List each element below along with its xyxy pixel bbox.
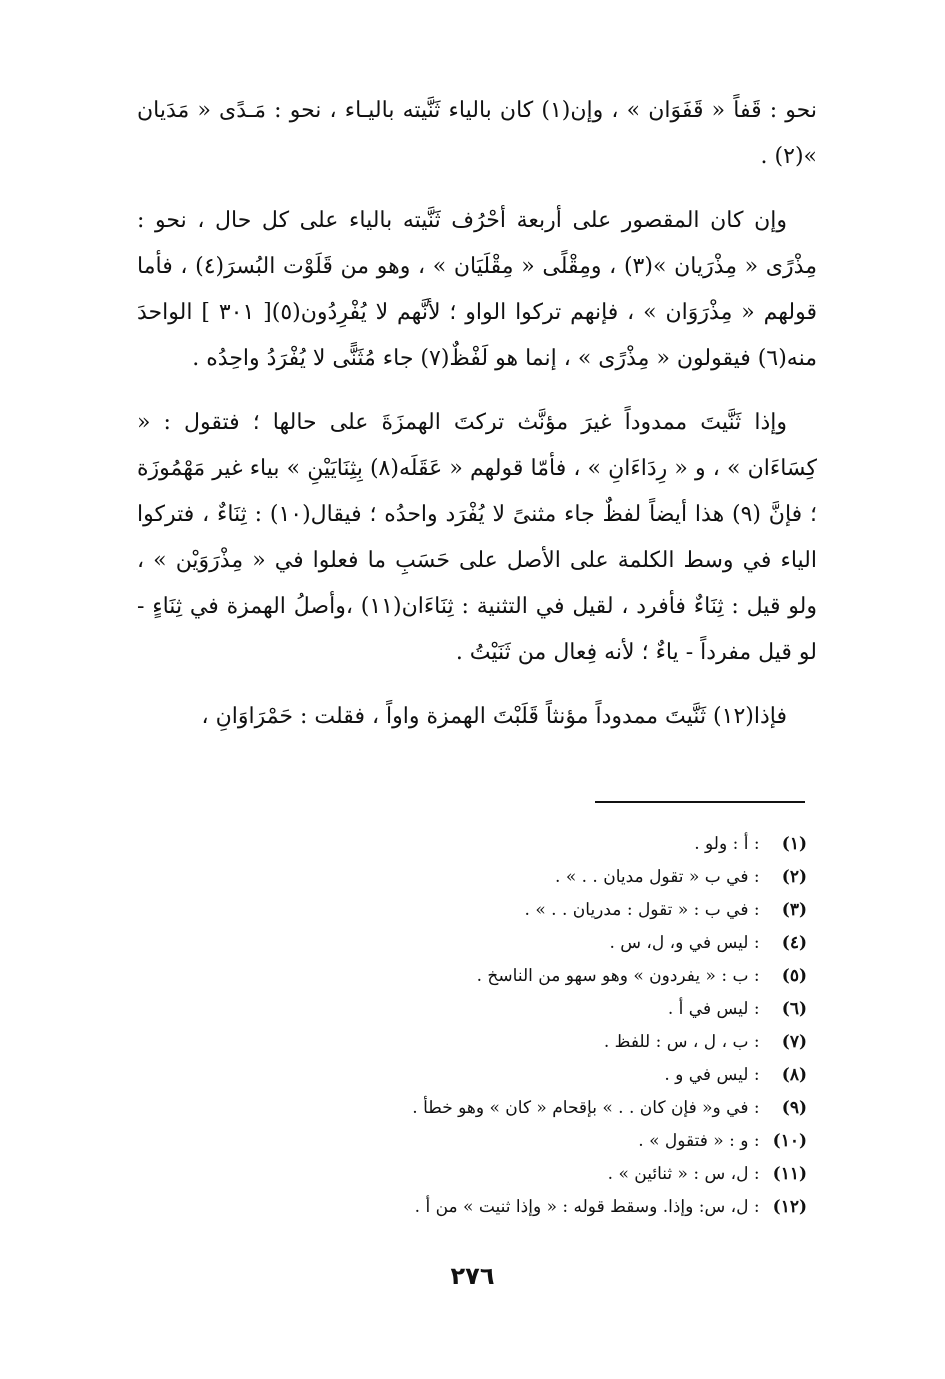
footnote-text: : أ : ولو . bbox=[694, 834, 760, 854]
footnote-number: (٧) bbox=[781, 1032, 807, 1052]
footnote-text: : ب : « يفردون » وهو سهو من الناسخ . bbox=[476, 966, 760, 986]
footnote-9 bbox=[147, 1092, 807, 1125]
footnote-number: (٢) bbox=[781, 867, 807, 887]
footnote-4 bbox=[147, 927, 807, 960]
footnote-separator bbox=[595, 801, 805, 803]
footnote-text: : ب ، ل ، س : للفظ . bbox=[603, 1032, 760, 1052]
footnote-text: : ليس في و . bbox=[664, 1065, 760, 1085]
footnote-text: : ل، س : « ثنائين » . bbox=[607, 1164, 760, 1184]
footnote-number: (١٢) bbox=[772, 1197, 807, 1217]
footnote-text: : ليس في أ . bbox=[667, 999, 760, 1019]
paragraph-3: وإذا ثَنَّيتَ ممدوداً غيرَ مؤنَّث تركتَ الهمزَةَ على حالها ؛ فتقول : « كِسَاءَان » ، و « رِدَاءَانِ » ، فأمّا قولهم « عَقَلَه(٨) بِثِنَايَيْنِ » بياء غير مَهْمُوزَة ؛ فإنَّ (٩) هذا أيضاً لفظٌ جاء مثنىً لا يُفْرَد واحدُه ؛ فيقال(١٠) : ثِنَاءٌ ، فتركوا الياء في وسط الكلمة على الأصل على حَسَبِ ما فعلوا في « مِذْرَوَيْن » ، ولو قيل : ثِنَاءٌ فأفرد ، لقيل في التثنية : ثِنَاءَان(١١) ،وأصلُ الهمزة في ثِنَاءٍ - لو قيل مفرداً - ياءٌ ؛ لأنه فِعال من ثَنَيْتُ . bbox=[137, 410, 817, 665]
footnote-10 bbox=[147, 1125, 807, 1158]
paragraph-1: نحو : قَفاً « قَفَوَان » ، وإن(١) كان بالياء ثَنَّيته باليـاء ، نحو : مَـدًى « مَدَيان »(٢) . bbox=[137, 98, 817, 169]
footnote-7 bbox=[147, 1026, 807, 1059]
footnote-text: : في ب « تقول مديان . . » . bbox=[555, 867, 760, 887]
footnote-12 bbox=[147, 1191, 807, 1224]
footnote-text: : ل، س: وإذا. وسقط قوله : « وإذا ثنيت » من أ . bbox=[414, 1197, 760, 1217]
footnote-number: (٤) bbox=[781, 933, 807, 953]
footnote-text: : في و« فإن كان . . » بإقحام « كان » وهو خطأ . bbox=[412, 1098, 760, 1118]
page-number: ٢٧٦ bbox=[450, 1262, 495, 1290]
footnote-11 bbox=[147, 1158, 807, 1191]
footnote-number: (٣) bbox=[781, 900, 807, 920]
footnote-number: (٦) bbox=[781, 999, 807, 1019]
paragraph-4: فإذا(١٢) ثَنَّيتَ ممدوداً مؤنثاً قَلَبْتَ الهمزة واواً ، فقلت : حَمْرَاوَانِ ، bbox=[201, 704, 787, 729]
footnote-3 bbox=[147, 894, 807, 927]
footnote-text: : و : « فتقول » . bbox=[638, 1131, 760, 1151]
footnotes bbox=[147, 828, 807, 1224]
footnote-number: (٥) bbox=[781, 966, 807, 986]
main-text bbox=[137, 88, 817, 758]
footnote-number: (١) bbox=[781, 834, 807, 854]
footnote-number: (١٠) bbox=[772, 1131, 807, 1151]
footnote-6 bbox=[147, 993, 807, 1026]
footnote-5 bbox=[147, 960, 807, 993]
footnote-number: (٩) bbox=[781, 1098, 807, 1118]
footnote-2 bbox=[147, 861, 807, 894]
footnote-number: (٨) bbox=[781, 1065, 807, 1085]
paragraph-2: وإن كان المقصور على أربعة أحْرُف ثَنَّيته بالياء على كل حال ، نحو : مِذْرًى « مِذْرَيان »(٣) ، ومِقْلًى « مِقْلَيَان » ، وهو من قَلَوْت البُسرَ(٤) ، فأما قولهم « مِذْرَوَان » ، فإنهم تركوا الواو ؛ لأنَّهم لا يُفْرِدُون(٥)[ ٣٠١ ] الواحدَ منه(٦) فيقولون « مِذْرًى » ، إنما هو لَفْظٌ(٧) جاء مُثَنًّى لا يُفْرَدُ واحِدُه . bbox=[137, 208, 817, 371]
footnote-text: : ليس في و، ل، س . bbox=[609, 933, 760, 953]
footnote-1 bbox=[147, 828, 807, 861]
footnote-text: : في ب : « تقول : مدريان . . » . bbox=[524, 900, 760, 920]
footnote-number: (١١) bbox=[772, 1164, 807, 1184]
footnote-8 bbox=[147, 1059, 807, 1092]
